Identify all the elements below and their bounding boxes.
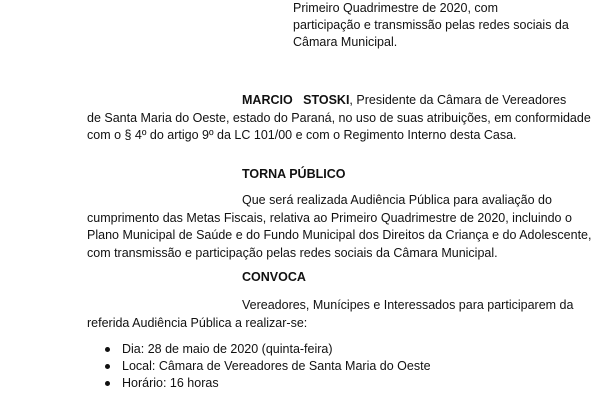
torna-publico-line-3: Plano Municipal de Saúde e do Fundo Municipal dos Direitos da Criança e do Adolescente, (87, 228, 592, 242)
intro-line-3: com o § 4º do artigo 9º da LC 101/00 e com o Regimento Interno desta Casa. (87, 128, 517, 142)
previous-paragraph-tail (293, 0, 569, 51)
intro-paragraph (87, 92, 591, 145)
torna-publico-line-2: cumprimento das Metas Fiscais, relativa ao Primeiro Quadrimestre de 2020, incluindo o (87, 210, 572, 225)
torna-publico-line-4: com transmissão e participação pelas redes sociais da Câmara Municipal. (87, 245, 498, 260)
torna-publico-heading: TORNA PÚBLICO (242, 167, 346, 181)
event-detail-date: Dia: 28 de maio de 2020 (quinta-feira) (105, 341, 431, 358)
convoca-line-2: referida Audiência Pública a realizar-se: (87, 315, 308, 330)
intro-line-1: MARCIO STOSKI, Presidente da Câmara de Vereadores (242, 93, 567, 107)
convoca-line-1: Vereadores, Munícipes e Interessados para participarem da (242, 298, 574, 312)
bullet-icon (105, 381, 110, 386)
previous-paragraph-line-1: Primeiro Quadrimestre de 2020, com (293, 1, 499, 15)
president-name: MARCIO STOSKI (242, 93, 350, 107)
event-details-list (105, 341, 431, 392)
torna-publico-line-1: Que será realizada Audiência Pública para avaliação do (242, 193, 552, 207)
bullet-icon (105, 347, 110, 352)
convoca-heading: CONVOCA (242, 270, 306, 284)
convoca-paragraph (87, 297, 574, 332)
previous-paragraph-line-2: participação e transmissão pelas redes sociais da (293, 18, 569, 32)
intro-line-2: de Santa Maria do Oeste, estado do Paraná, no uso de suas atribuições, em conformidade (87, 110, 591, 125)
torna-publico-paragraph (87, 192, 592, 262)
bullet-icon (105, 364, 110, 369)
previous-paragraph-line-3: Câmara Municipal. (293, 35, 398, 49)
event-detail-location: Local: Câmara de Vereadores de Santa Maria do Oeste (105, 358, 431, 375)
event-detail-time: Horário: 16 horas (105, 375, 431, 392)
